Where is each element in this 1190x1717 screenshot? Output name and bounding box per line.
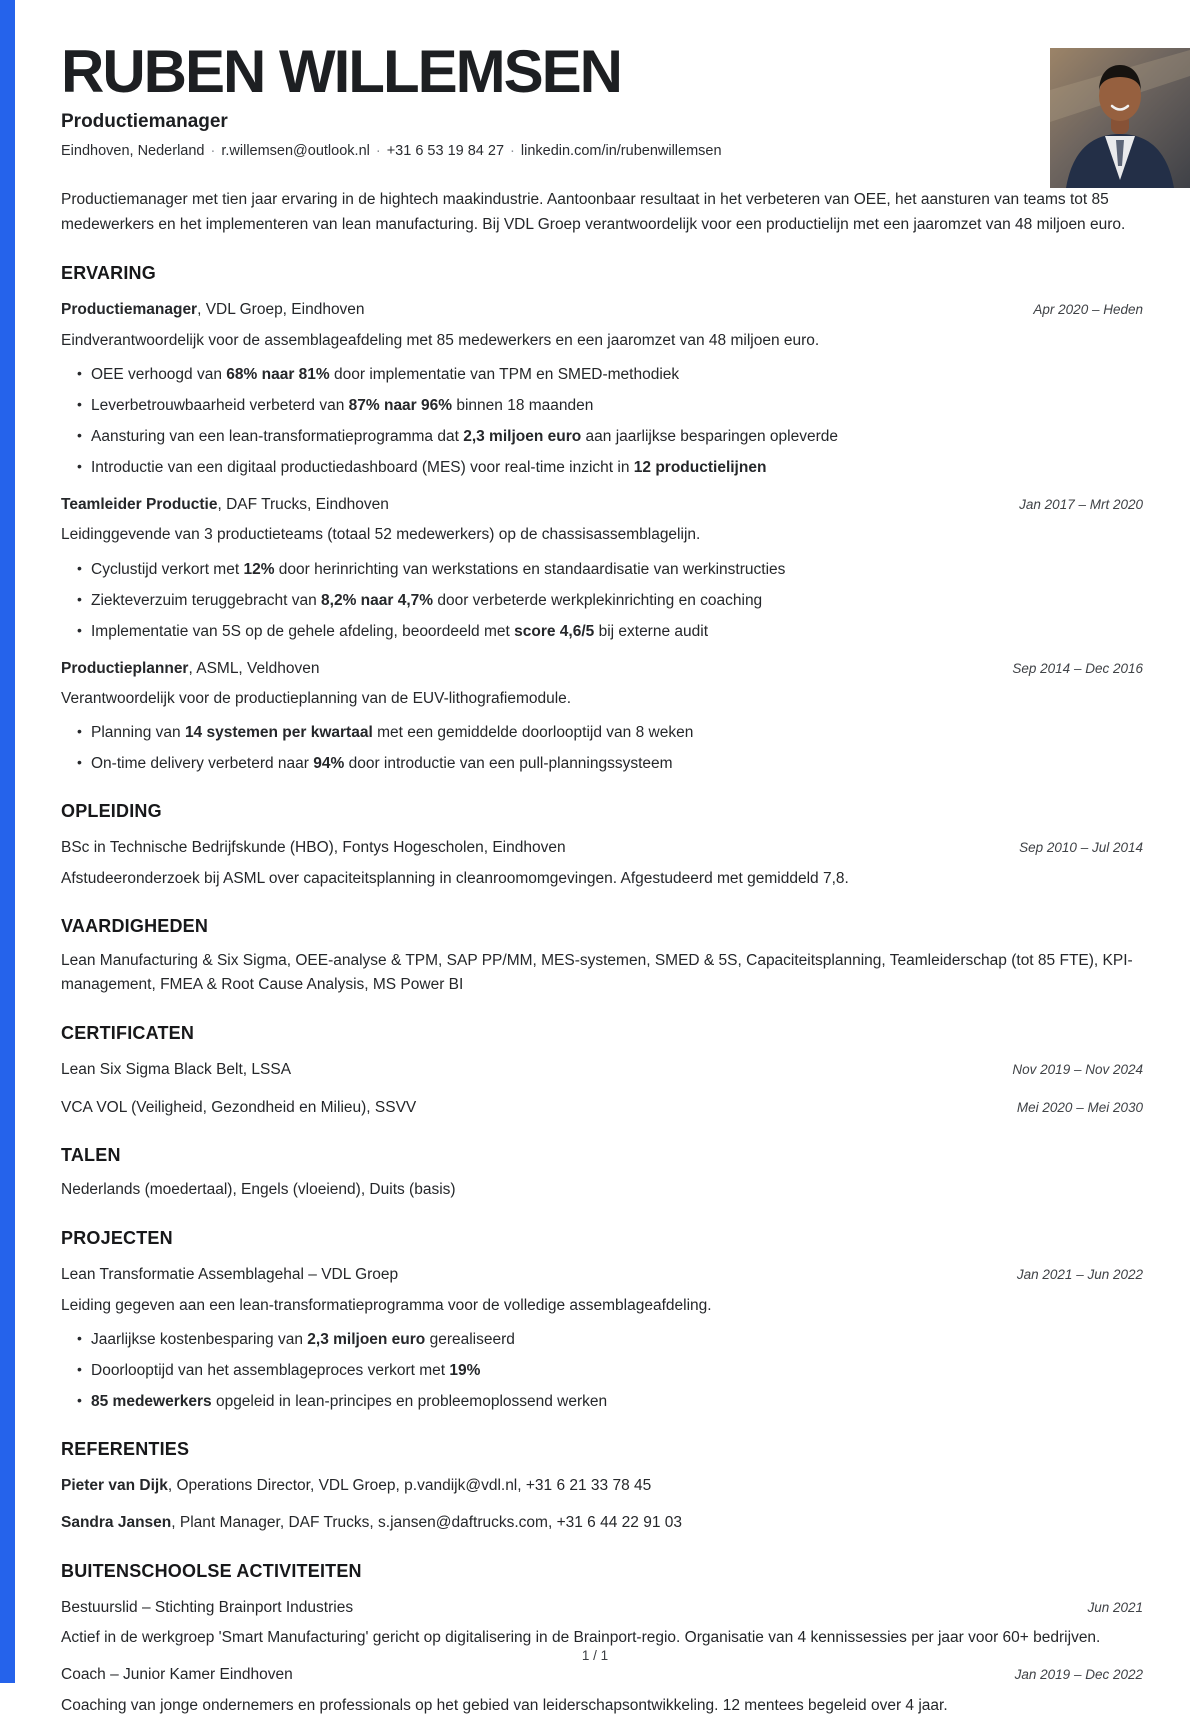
job-title: Productiemanager	[61, 301, 198, 319]
section-heading-vaardigheden: VAARDIGHEDEN	[61, 916, 209, 937]
bullet-text: Planning van	[91, 724, 185, 742]
job-bullet	[91, 590, 1143, 612]
bullet-text: opgeleid in lean-principes en probleemoplossend werken	[211, 1392, 608, 1410]
reference-title-line	[61, 1475, 651, 1497]
job-bullet	[91, 722, 1143, 744]
contact-item: Eindhoven, Nederland	[61, 143, 205, 159]
reference-title-line	[61, 1512, 682, 1534]
certificates-list	[61, 1059, 1143, 1119]
job-bullet	[91, 426, 1143, 448]
job-title: Teamleider Productie	[61, 495, 218, 513]
certificate-entry	[61, 1059, 1143, 1081]
bullet-text: Aansturing van een lean-transformatieprogramma dat	[91, 427, 464, 445]
project-entry	[61, 1264, 1143, 1413]
activity-date-range: Jun 2021	[1087, 1599, 1143, 1615]
project-description: Leiding gegeven aan een lean-transformatieprogramma voor de volledige assemblageafdeling.	[61, 1296, 712, 1314]
contact-item: r.willemsen@outlook.nl	[221, 143, 370, 159]
activity-title: Coach – Junior Kamer Eindhoven	[61, 1666, 293, 1684]
section-ervaring	[61, 263, 1143, 775]
activity-header	[61, 1664, 1143, 1686]
bullet-text: Leverbetrouwbaarheid verbeterd van	[91, 396, 349, 414]
job-title: Productieplanner	[61, 659, 189, 677]
activity-description: Actief in de werkgroep 'Smart Manufacturing' gericht op digitalisering in de Brainport-regio. Organisatie van 4 kennissessies per jaar voor 60+ bedrijven.	[61, 1629, 1101, 1647]
page-number: 1 / 1	[581, 1648, 609, 1663]
bullet-highlight: 12 productielijnen	[633, 458, 767, 476]
bullet-text: Cyclustijd verkort met	[91, 560, 244, 578]
bullet-highlight: 14 systemen per kwartaal	[184, 724, 373, 742]
job-title-line	[61, 658, 319, 680]
certificate-title-line	[61, 1059, 291, 1081]
education-header	[61, 837, 1143, 859]
job-bullet-list	[61, 722, 1143, 775]
bullet-highlight: 68% naar 81%	[226, 365, 330, 383]
contact-item: linkedin.com/in/rubenwillemsen	[520, 143, 722, 159]
bullet-text: met een gemiddelde doorlooptijd van 8 weken	[372, 724, 694, 742]
job-bullet-list	[61, 559, 1143, 643]
reference-header	[61, 1475, 1143, 1497]
bullet-highlight: score 4,6/5	[514, 622, 595, 640]
job-bullet	[91, 753, 1143, 775]
job-description: Verantwoordelijk voor de productieplanning van de EUV-lithografiemodule.	[61, 690, 572, 708]
experience-list	[61, 299, 1143, 775]
activity-title-line	[61, 1664, 293, 1686]
references-list	[61, 1475, 1143, 1535]
header	[61, 38, 1143, 159]
bullet-text: bij externe audit	[594, 622, 709, 640]
activity-header	[61, 1597, 1143, 1619]
job-header	[61, 658, 1143, 680]
bullet-text: door herinrichting van werkstations en standaardisatie van werkinstructies	[274, 560, 786, 578]
contact-item: +31 6 53 19 84 27	[386, 143, 505, 159]
education-list	[61, 837, 1143, 890]
bullet-text: aan jaarlijkse besparingen opleverde	[581, 427, 838, 445]
project-title-line	[61, 1264, 398, 1286]
section-referenties	[61, 1439, 1143, 1535]
section-projecten	[61, 1228, 1143, 1413]
person-job-title: Productiemanager	[61, 111, 228, 132]
project-title: Lean Transformatie Assemblagehal – VDL Groep	[61, 1266, 399, 1284]
reference-entry	[61, 1475, 1143, 1497]
resume-page	[61, 0, 1143, 1717]
page-footer	[0, 1648, 1190, 1663]
bullet-highlight: 19%	[449, 1361, 481, 1379]
contact-line	[61, 143, 1143, 159]
job-entry	[61, 494, 1143, 643]
skills-text: Lean Manufacturing & Six Sigma, OEE-analyse & TPM, SAP PP/MM, MES-systemen, SMED & 5S, Capaciteitsplanning, Teamleiderschap (tot 85 FTE), KPI-management, FMEA & Root Cause Analysis, MS Power BI	[61, 952, 1133, 994]
languages-text: Nederlands (moedertaal), Engels (vloeiend), Duits (basis)	[61, 1181, 456, 1199]
activity-entry	[61, 1664, 1143, 1717]
section-vaardigheden	[61, 916, 1143, 997]
contact-separator-icon: ·	[375, 143, 381, 159]
job-bullet	[91, 559, 1143, 581]
bullet-text: OEE verhoogd van	[91, 365, 227, 383]
certificate-header	[61, 1059, 1143, 1081]
bullet-text: Implementatie van 5S op de gehele afdeling, beoordeeld met	[91, 622, 515, 640]
job-date-range: Jan 2017 – Mrt 2020	[1019, 496, 1143, 512]
section-heading-buitenschoolse-activiteiten: BUITENSCHOOLSE ACTIVITEITEN	[61, 1560, 362, 1581]
project-date-range: Jan 2021 – Jun 2022	[1016, 1267, 1143, 1283]
contact-separator-icon: ·	[210, 143, 216, 159]
certificate-header	[61, 1097, 1143, 1119]
bullet-text: gerealiseerd	[425, 1330, 515, 1348]
certificate-entry	[61, 1097, 1143, 1119]
section-certificaten	[61, 1023, 1143, 1119]
activity-title-line	[61, 1597, 353, 1619]
section-opleiding	[61, 801, 1143, 890]
contact-separator-icon: ·	[510, 143, 515, 159]
section-heading-referenties: REFERENTIES	[61, 1438, 190, 1459]
job-meta: , ASML, Veldhoven	[188, 659, 320, 677]
bullet-highlight: 2,3 miljoen euro	[307, 1330, 426, 1348]
person-name: RUBEN WILLEMSEN	[61, 38, 621, 105]
activity-entry	[61, 1597, 1143, 1650]
section-talen	[61, 1145, 1143, 1202]
certificate-title: Lean Six Sigma Black Belt, LSSA	[61, 1061, 292, 1079]
bullet-text: On-time delivery verbeterd naar	[91, 755, 314, 773]
reference-header	[61, 1512, 1143, 1534]
certificate-date-range: Mei 2020 – Mei 2030	[1016, 1099, 1143, 1115]
project-header	[61, 1264, 1143, 1286]
activity-title: Bestuurslid – Stichting Brainport Industries	[61, 1598, 354, 1616]
project-bullet-list	[61, 1329, 1143, 1413]
job-bullet	[91, 395, 1143, 417]
reference-title: Pieter van Dijk	[61, 1476, 168, 1494]
bullet-text: door verbeterde werkplekinrichting en coaching	[433, 591, 763, 609]
bullet-text: door implementatie van TPM en SMED-methodiek	[329, 365, 680, 383]
bullet-text: Doorlooptijd van het assemblageproces verkort met	[91, 1361, 450, 1379]
activity-date-range: Jan 2019 – Dec 2022	[1014, 1667, 1143, 1683]
reference-entry	[61, 1512, 1143, 1534]
job-date-range: Sep 2014 – Dec 2016	[1012, 660, 1143, 676]
certificate-title: VCA VOL (Veiligheid, Gezondheid en Milieu), SSVV	[61, 1098, 417, 1116]
reference-title: Sandra Jansen	[61, 1514, 172, 1532]
project-bullet	[91, 1391, 1143, 1413]
section-heading-ervaring: ERVARING	[61, 263, 156, 284]
certificate-title-line	[61, 1097, 416, 1119]
job-bullet	[91, 621, 1143, 643]
job-meta: , VDL Groep, Eindhoven	[197, 301, 365, 319]
project-bullet	[91, 1360, 1143, 1382]
job-bullet	[91, 364, 1143, 386]
education-title-line	[61, 837, 566, 859]
reference-meta: , Plant Manager, DAF Trucks, s.jansen@daftrucks.com, +31 6 44 22 91 03	[171, 1514, 682, 1532]
projects-list	[61, 1264, 1143, 1413]
job-description: Eindverantwoordelijk voor de assemblageafdeling met 85 medewerkers en een jaaromzet van 48 miljoen euro.	[61, 331, 820, 349]
bullet-highlight: 2,3 miljoen euro	[463, 427, 582, 445]
section-heading-certificaten: CERTIFICATEN	[61, 1023, 195, 1044]
accent-bar	[0, 0, 15, 1683]
certificate-date-range: Nov 2019 – Nov 2024	[1012, 1062, 1143, 1078]
job-date-range: Apr 2020 – Heden	[1033, 302, 1143, 318]
job-header	[61, 299, 1143, 321]
education-entry	[61, 837, 1143, 890]
section-heading-opleiding: OPLEIDING	[61, 801, 162, 822]
bullet-text: Ziekteverzuim teruggebracht van	[91, 591, 322, 609]
bullet-highlight: 8,2% naar 4,7%	[321, 591, 434, 609]
job-bullet	[91, 457, 1143, 479]
project-bullet	[91, 1329, 1143, 1351]
job-bullet-list	[61, 364, 1143, 479]
education-title: BSc in Technische Bedrijfskunde (HBO), Fontys Hogescholen, Eindhoven	[61, 839, 566, 857]
job-entry	[61, 658, 1143, 776]
reference-meta: , Operations Director, VDL Groep, p.vandijk@vdl.nl, +31 6 21 33 78 45	[167, 1476, 652, 1494]
bullet-highlight: 12%	[243, 560, 275, 578]
bullet-text: Introductie van een digitaal productiedashboard (MES) voor real-time inzicht in	[91, 458, 634, 476]
bullet-text: binnen 18 maanden	[452, 396, 594, 414]
job-header	[61, 494, 1143, 516]
activity-description: Coaching van jonge ondernemers en professionals op het gebied van leiderschapsontwikkeling. 12 mentees begeleid over 4 jaar.	[61, 1696, 948, 1714]
section-heading-talen: TALEN	[61, 1145, 121, 1166]
job-title-line	[61, 299, 365, 321]
job-meta: , DAF Trucks, Eindhoven	[217, 495, 389, 513]
bullet-highlight: 94%	[313, 755, 345, 773]
bullet-highlight: 87% naar 96%	[348, 396, 453, 414]
bullet-text: door introductie van een pull-planningssysteem	[344, 755, 673, 773]
job-entry	[61, 299, 1143, 479]
section-buitenschoolse-activiteiten	[61, 1561, 1143, 1717]
job-title-line	[61, 494, 389, 516]
profile-summary: Productiemanager met tien jaar ervaring in de hightech maakindustrie. Aantoonbaar resultaat in het verbeteren van OEE, het aansturen van teams tot 85 medewerkers en het implementeren van lean manufacturing. Bij VDL Groep verantwoordelijk voor een productielijn met een jaaromzet van 48 miljoen euro.	[61, 191, 1126, 234]
bullet-text: Jaarlijkse kostenbesparing van	[91, 1330, 308, 1348]
education-description: Afstudeeronderzoek bij ASML over capaciteitsplanning in cleanroomomgevingen. Afgestudeerd met gemiddeld 7,8.	[61, 869, 849, 887]
job-description: Leidinggevende van 3 productieteams (totaal 52 medewerkers) op de chassisassemblagelijn.	[61, 526, 701, 544]
section-heading-projecten: PROJECTEN	[61, 1228, 173, 1249]
education-date-range: Sep 2010 – Jul 2014	[1019, 840, 1143, 856]
bullet-highlight: 85 medewerkers	[91, 1392, 212, 1410]
